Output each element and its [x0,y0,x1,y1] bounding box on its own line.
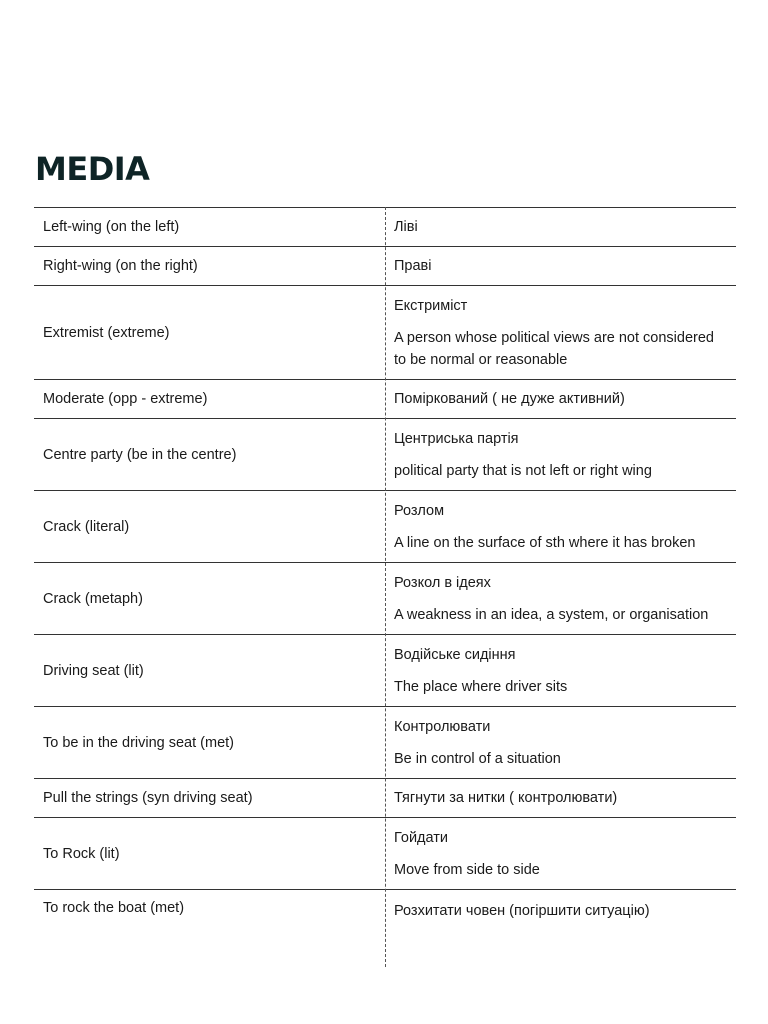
translation-text: Праві [394,258,432,274]
definition-cell [385,890,736,968]
term-cell: To rock the boat (met) [43,900,185,916]
table-row [34,562,736,634]
table-row [34,706,736,778]
table-row [34,285,736,379]
english-definition: Move from side to side [394,861,540,878]
translation-text: Водійське сидіння [394,646,516,663]
term-cell: Driving seat (lit) [43,662,144,679]
definition-cell [385,247,736,285]
english-definition: Be in control of a situation [394,750,561,767]
page-title: MEDIA [35,150,150,188]
english-definition: A person whose political views are not considered to be normal or reasonable [394,329,714,368]
english-definition: The place where driver sits [394,678,568,695]
term-cell: Left-wing (on the left) [43,219,180,235]
translation-text: Екстриміст [394,297,468,314]
definition-cell [385,208,736,246]
table-row [34,246,736,285]
definition-cell [385,286,736,379]
definition-cell [385,419,736,490]
translation-text: Гойдати [394,829,448,846]
term-cell: Crack (metaph) [43,590,143,607]
table-row [34,817,736,889]
english-definition: A weakness in an idea, a system, or organisation [394,606,709,623]
table-row [34,778,736,817]
table-row [34,634,736,706]
definition-cell [385,818,736,889]
translation-text: Контролювати [394,718,491,735]
english-definition: A line on the surface of sth where it has broken [394,534,696,551]
translation-text: Тягнути за нитки ( контролювати) [394,790,618,806]
table-row [34,889,736,968]
term-cell: Extremist (extreme) [43,324,170,341]
english-definition: political party that is not left or right wing [394,462,652,479]
definition-cell [385,635,736,706]
translation-text: Розкол в ідеях [394,574,491,591]
translation-text: Центриська партія [394,430,519,447]
definition-cell [385,491,736,562]
term-cell: Right-wing (on the right) [43,258,198,274]
table-row [34,379,736,418]
translation-text: Розлом [394,502,445,519]
term-cell: Moderate (opp - extreme) [43,391,208,407]
vocabulary-table [34,207,736,968]
definition-cell [385,563,736,634]
definition-cell [385,380,736,418]
term-cell: Crack (literal) [43,518,130,535]
term-cell: To be in the driving seat (met) [43,734,235,751]
table-row [34,490,736,562]
translation-text: Поміркований ( не дуже активний) [394,391,625,407]
definition-cell [385,707,736,778]
translation-text: Розхитати човен (погіршити ситуацію) [394,903,650,919]
term-cell: To Rock (lit) [43,845,120,862]
table-row [34,418,736,490]
definition-cell [385,779,736,817]
term-cell: Pull the strings (syn driving seat) [43,790,253,806]
translation-text: Ліві [394,219,418,235]
term-cell: Centre party (be in the centre) [43,446,237,463]
table-row [34,207,736,246]
